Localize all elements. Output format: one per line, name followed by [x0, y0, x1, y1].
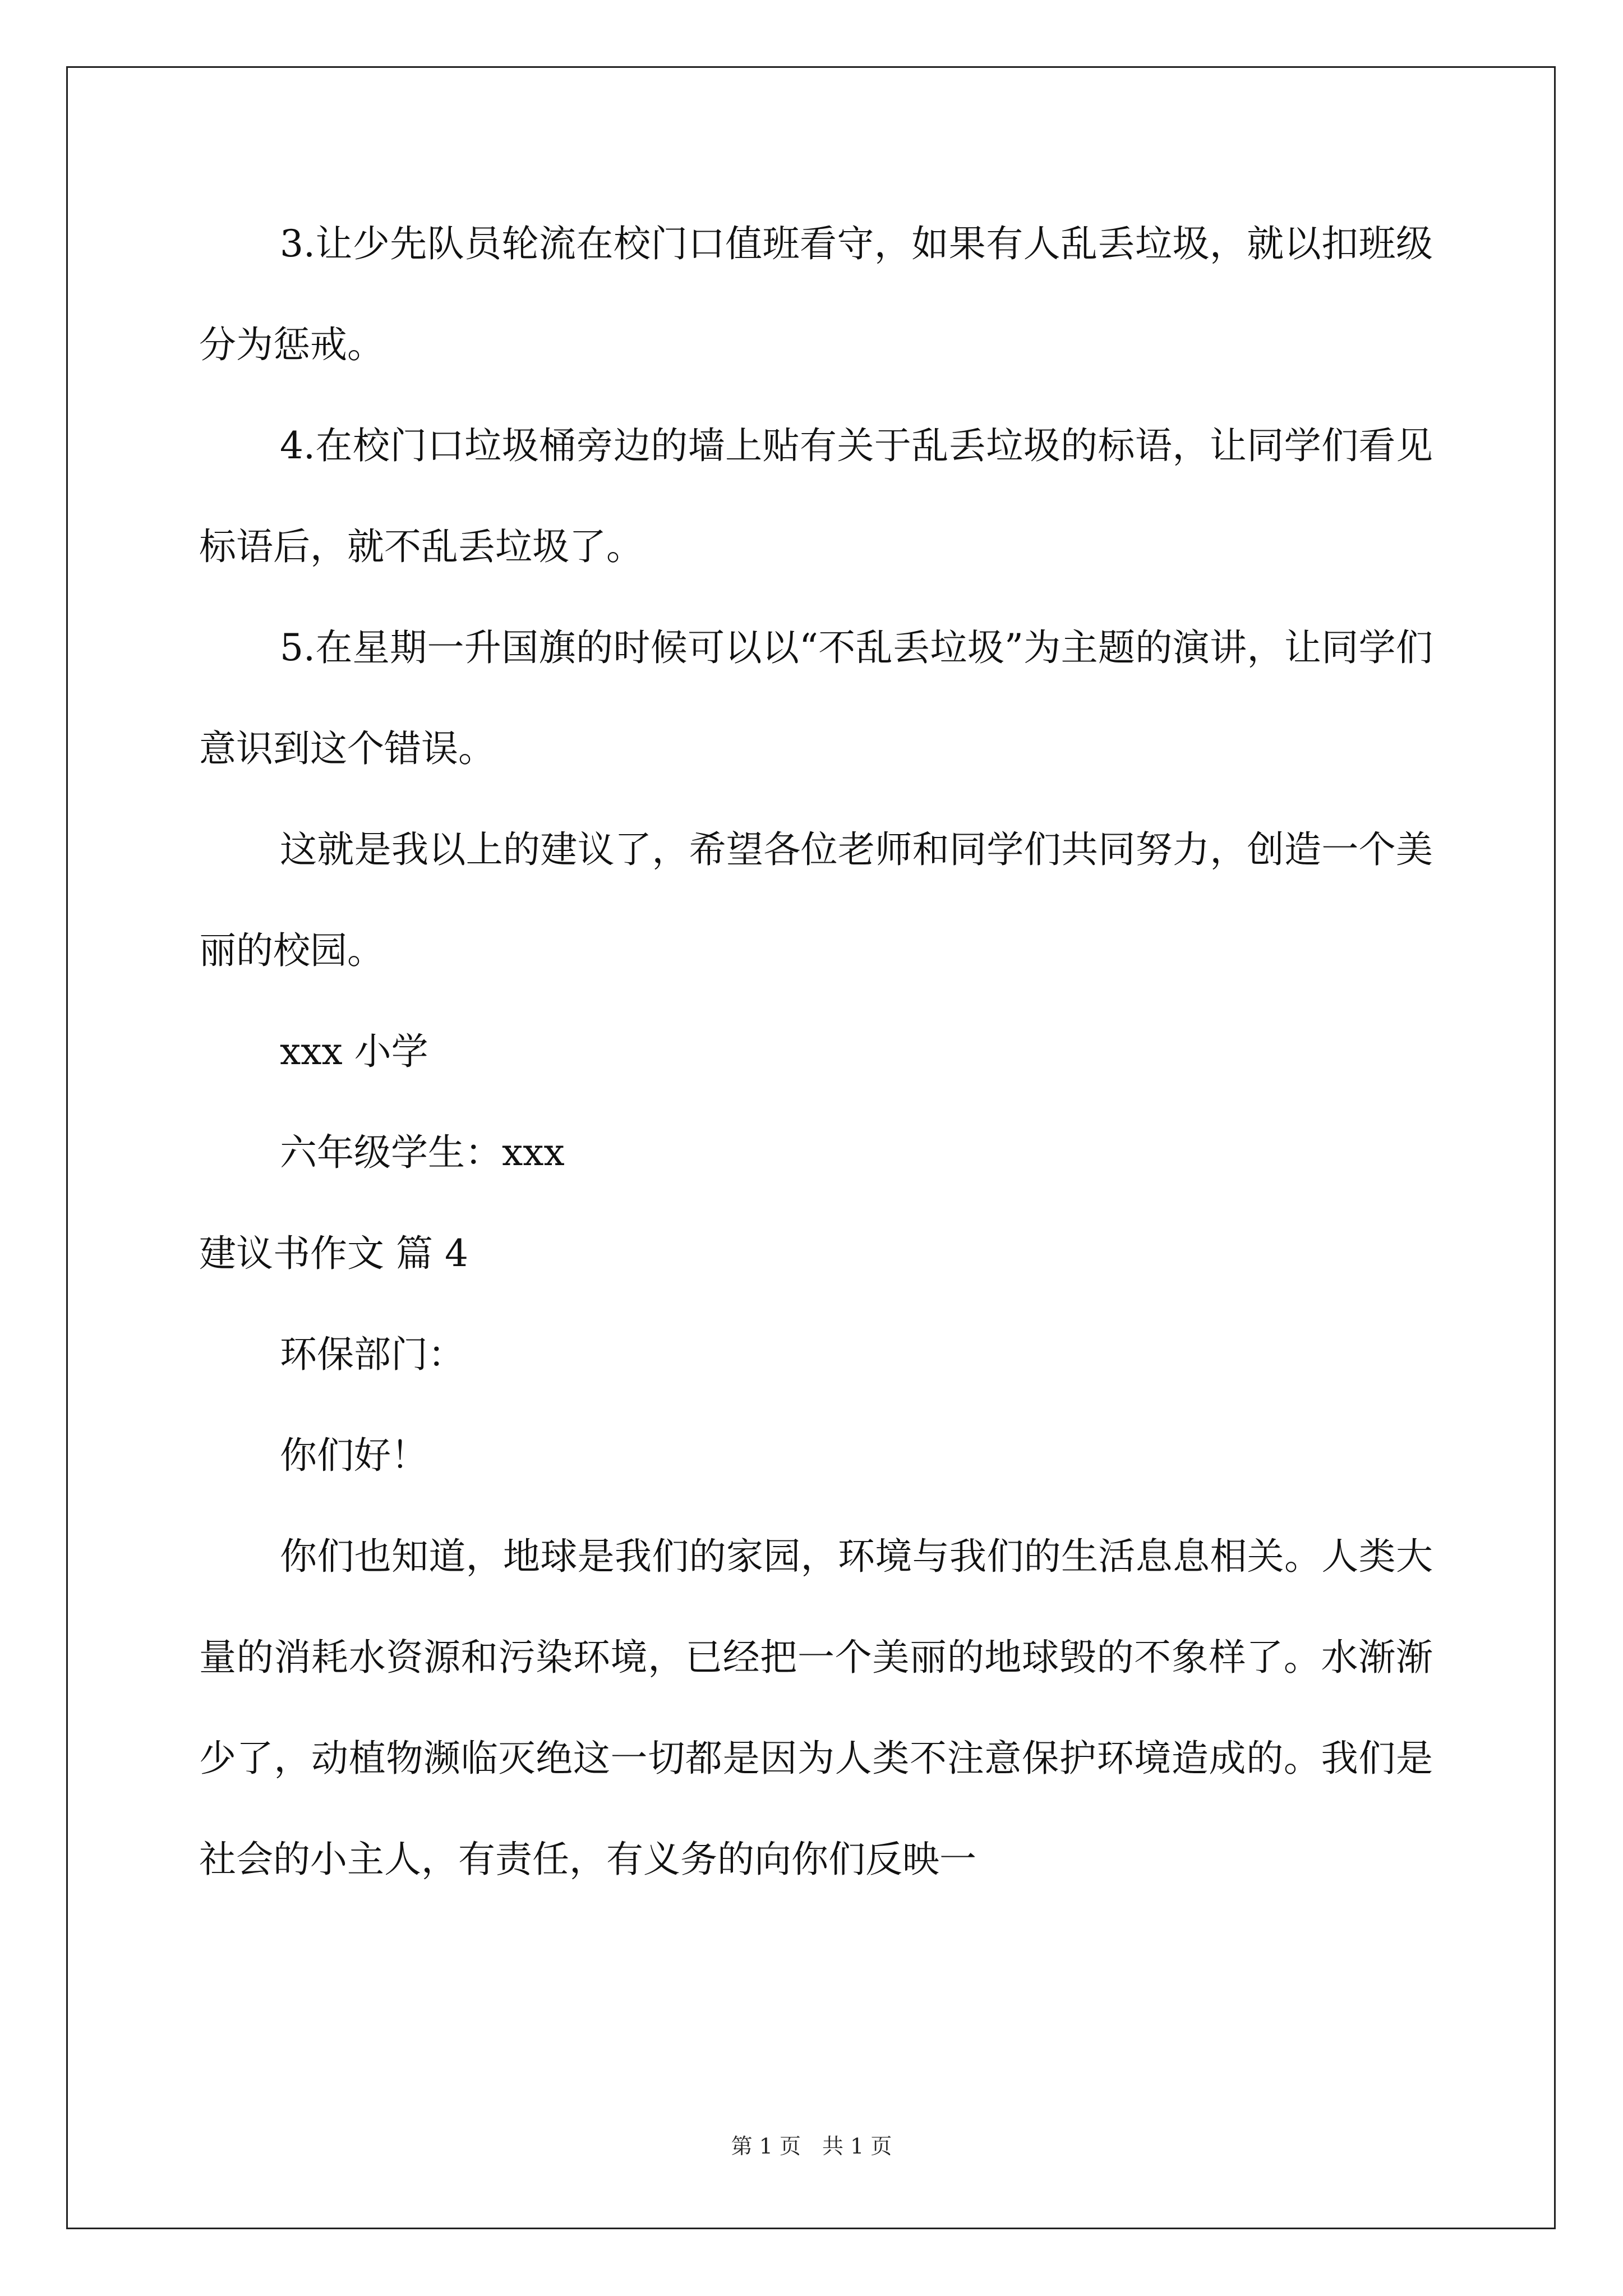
section-heading: 建议书作文 篇 4 — [199, 1232, 468, 1275]
document-body — [199, 194, 1433, 1910]
letter-greeting: 你们好！ — [280, 1434, 428, 1477]
page-footer: 第 1 页 共 1 页 — [731, 2134, 892, 2159]
paragraph-item-3: 3.让少先队员轮流在校门口值班看守，如果有人乱丢垃圾，就以扣班级分为惩戒。 — [199, 222, 1433, 366]
letter-body: 你们也知道，地球是我们的家园，环境与我们的生活息息相关。人类大量的消耗水资源和污染环境，已经把一个美丽的地球毁的不象样了。水渐渐少了，动植物濒临灭绝这一切都是因为人类不注意保护环境造成的。我们是社会的小主人，有责任，有义务的向你们反映一 — [199, 1535, 1433, 1881]
letter-salutation: 环保部门： — [280, 1333, 465, 1376]
school-signature: xxx 小学 — [280, 1030, 428, 1073]
paragraph-item-4: 4.在校门口垃圾桶旁边的墙上贴有关于乱丢垃圾的标语，让同学们看见标语后，就不乱丢垃圾了。 — [199, 424, 1433, 568]
closing-paragraph: 这就是我以上的建议了，希望各位老师和同学们共同努力，创造一个美丽的校园。 — [199, 828, 1433, 972]
paragraph-item-5: 5.在星期一升国旗的时候可以以“不乱丢垃圾”为主题的演讲，让同学们意识到这个错误。 — [199, 626, 1433, 770]
student-signature: 六年级学生：xxx — [280, 1131, 565, 1174]
